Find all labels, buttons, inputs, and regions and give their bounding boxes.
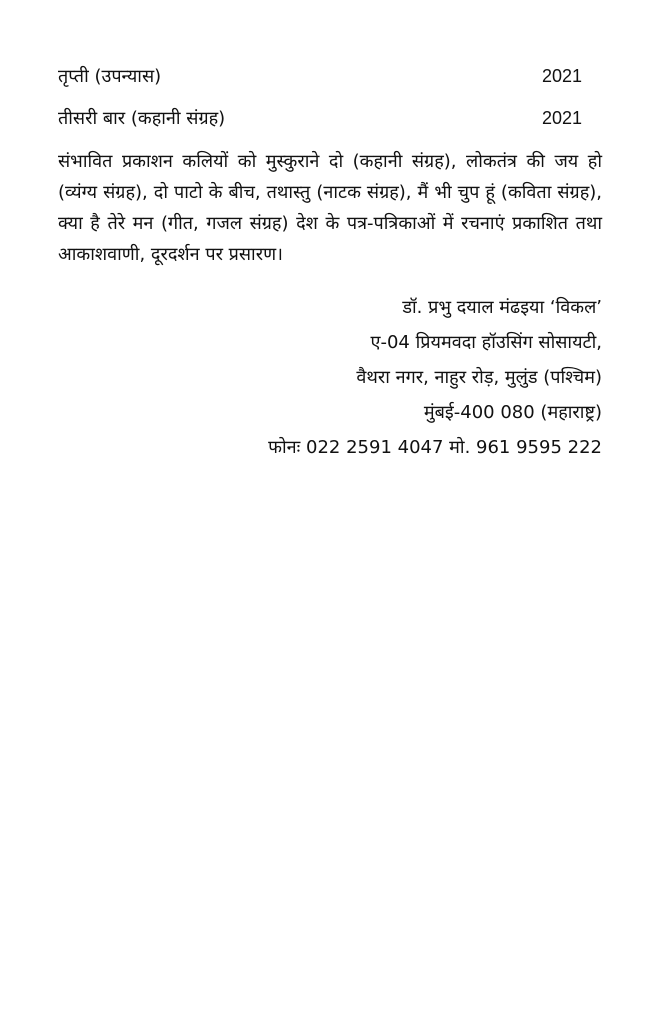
address-line-1: ए-04 प्रियमवदा हॉउसिंग सोसायटी, xyxy=(370,332,602,353)
work-entry xyxy=(58,62,602,91)
author-address xyxy=(58,290,602,465)
address-line-3: मुंबई-400 080 (महाराष्ट्र) xyxy=(423,402,602,423)
work-year: 2021 xyxy=(541,108,582,128)
work-year: 2021 xyxy=(541,66,582,86)
address-line-2: वैथरा नगर, नाहुर रोड़, मुलुंड (पश्चिम) xyxy=(356,367,602,388)
work-title: तीसरी बार (कहानी संग्रह) xyxy=(58,108,226,129)
phone-line: फोनः 022 2591 4047 मो. 961 9595 222 xyxy=(268,437,602,458)
work-title: तृप्ती (उपन्यास) xyxy=(58,66,162,87)
publication-paragraph: संभावित प्रकाशन कलियों को मुस्कुराने दो (कहानी संग्रह), लोकतंत्र की जय हो (व्यंग्य संग्रह), दो पाटो के बीच, तथास्तु (नाटक संग्रह), मैं भी चुप हूं (कविता संग्रह), क्या है तेरे मन (गीत, गजल संग्रह) देश के पत्र-पत्रिकाओं में रचनाएं प्रकाशित तथा आकाशवाणी, दूरदर्शन पर प्रसारण। xyxy=(58,151,602,265)
work-entry xyxy=(58,104,602,133)
document-page xyxy=(58,62,602,465)
author-name: डॉ. प्रभु दयाल मंढइया ‘विकल’ xyxy=(402,297,602,318)
